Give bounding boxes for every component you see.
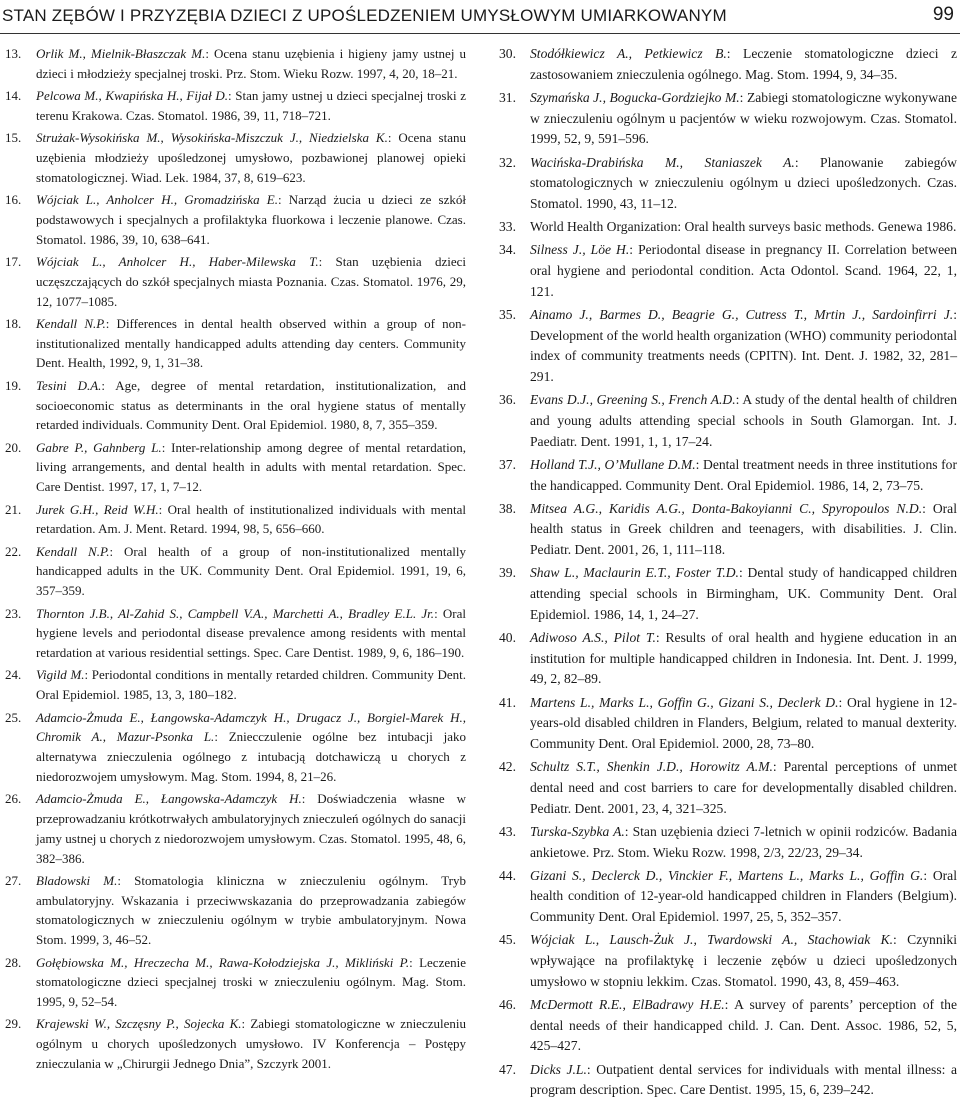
reference-number: 36 . bbox=[499, 390, 516, 411]
reference-item bbox=[0, 871, 466, 950]
reference-authors: Schultz S.T., Shenkin J.D., Horowitz A.M. bbox=[530, 759, 773, 775]
reference-authors: Shaw L., Maclaurin E.T., Foster T.D. bbox=[530, 565, 739, 581]
reference-number: 34 . bbox=[499, 240, 516, 261]
reference-text: : Zabiegi stomatologiczne w znieczuleniu ogólnym u chorych upośledzonych umysłowo. IV Konferencja – Postępy znieczulania w „Chirurgii Jednego Dnia”, Szczyrk 2001. bbox=[36, 1016, 466, 1072]
reference-text: : Narząd żucia u dzieci ze szkół podstawowych i specjalnych a profilaktyka fluorkowa i leczenie planowe. Czas. Stomatol. 1986, 39, 10, 638–641. bbox=[36, 192, 466, 247]
reference-text: : Zniecczulenie ogólne bez intubacji jako alternatywa znieczulenia ogólnego z intubacją dotchawiczą u chorych z niedorozwojem umysłowym. Mag. Stom. 1994, 8, 21–26. bbox=[36, 729, 466, 784]
reference-number: 26 . bbox=[5, 789, 21, 809]
reference-authors: Bladowski M. bbox=[36, 872, 118, 888]
reference-authors: Evans D.J., Greening S., French A.D. bbox=[530, 392, 736, 408]
reference-text: : Stomatologia kliniczna w znieczuleniu ogólnym. Tryb ambulatoryjny. Wskazania i przeciwwskazania do przeprowadzania zabiegów stomatologicznych w znieczuleniu ogólnym w trybie ambulatoryjnym. Nowa Stom. 1999, 3, 46–52. bbox=[36, 872, 467, 948]
reference-text: : Leczenie stomatologiczne dzieci z zastosowaniem znieczulenia ogólnego. Mag. Stom. 1994, 9, 34–35. bbox=[530, 46, 957, 82]
reference-item bbox=[0, 252, 466, 311]
reference-number: 33 . bbox=[499, 217, 516, 238]
references-left-column bbox=[0, 44, 466, 1076]
reference-number: 42 . bbox=[499, 757, 516, 778]
reference-item bbox=[494, 499, 957, 561]
reference-item bbox=[494, 693, 957, 755]
reference-text: : Stan uzębienia dzieci uczęszczających do szkół specjalnych miasta Poznania. Czas. Stomatol. 1976, 29, 12, 1077–1085. bbox=[36, 253, 466, 309]
reference-authors: Dicks J.L. bbox=[530, 1061, 587, 1077]
reference-item bbox=[0, 128, 466, 187]
reference-item bbox=[494, 822, 957, 863]
reference-authors: Tesini D.A. bbox=[36, 377, 102, 393]
reference-text: : Inter-relationship among degree of mental retardation, living arrangements, and dental health in adults with mental retardation. Spec. Care Dentist. 1997, 17, 1, 7–12. bbox=[36, 439, 466, 495]
reference-number: 17 . bbox=[5, 252, 21, 272]
page-number: 99 bbox=[932, 4, 954, 25]
reference-item bbox=[0, 376, 466, 435]
reference-authors: Wacińska-Drabińska M., Staniaszek A. bbox=[530, 154, 795, 170]
reference-number: 20 . bbox=[5, 438, 21, 458]
reference-text: : Oral health status in Greek children and teenagers, with disabilities. J. Clin. Pediatr. Dent. 2001, 26, 1, 111–118. bbox=[530, 500, 957, 558]
reference-text: : A study of the dental health of children and young adults attending special schools in South Glamorgan. Int. J. Paediatr. Dent. 1991, 1, 1, 17–24. bbox=[530, 392, 957, 449]
reference-item bbox=[0, 1014, 466, 1073]
reference-number: 43 . bbox=[499, 822, 516, 843]
reference-number: 21 . bbox=[5, 500, 21, 520]
reference-number: 25 . bbox=[5, 708, 21, 728]
reference-authors: Stodółkiewicz A., Petkiewicz B. bbox=[530, 46, 727, 61]
references-right-column bbox=[494, 44, 957, 1103]
reference-number: 40 . bbox=[499, 628, 516, 649]
reference-item bbox=[494, 305, 957, 388]
reference-authors: Martens L., Marks L., Goffin G., Gizani S., Declerk D. bbox=[530, 694, 839, 710]
reference-text: : Oral health of institutionalized individuals with mental retardation. Am. J. Ment. Retard. 1994, 98, 5, 656–660. bbox=[36, 501, 466, 537]
reference-text: : Czynniki wpływające na profilaktykę i leczenie zębów u dzieci upośledzonych umysłowo w stopniu lekkim. Czas. Stomatol. 1990, 43, 8, 459–463. bbox=[530, 932, 957, 989]
reference-item bbox=[0, 314, 466, 373]
reference-authors: Adamcio-Żmuda E., Łangowska-Adamczyk H., Drugacz J., Borgiel-Marek H., Chromik A., Mazur-Psonka L. bbox=[36, 709, 466, 745]
reference-item bbox=[494, 866, 957, 928]
reference-item bbox=[0, 789, 466, 868]
reference-number: 32 . bbox=[499, 153, 516, 174]
reference-text: : Ocena stanu uzębienia i higieny jamy ustnej u dzieci i młodzieży specjalnej troski. Prz. Stom. Wieku Rozw. 1997, 4, 20, 18–21. bbox=[36, 46, 466, 81]
reference-authors: Gizani S., Declerck D., Vinckier F., Martens L., Marks L., Goffin G. bbox=[530, 867, 924, 883]
reference-authors: Kendall N.P. bbox=[36, 315, 106, 331]
reference-number: 16 . bbox=[5, 190, 21, 210]
reference-number: 27 . bbox=[5, 871, 21, 891]
reference-text: : Oral hygiene in 12-years-old disabled children in Flanders, Belgium, related to manual dexterity. Community Dent. Oral Epidemiol. 2000, 28, 73–80. bbox=[530, 694, 957, 751]
reference-authors: Mitsea A.G., Karidis A.G., Donta-Bakoyianni C., Spyropoulos N.D. bbox=[530, 500, 923, 516]
reference-number: 37 . bbox=[499, 455, 516, 476]
reference-number: 24 . bbox=[5, 665, 21, 685]
reference-item bbox=[494, 455, 957, 496]
reference-text: : Development of the world health organization (WHO) community periodontal index of community treatments needs (CPITN). Int. Dent. J. 1982, 32, 281–291. bbox=[530, 306, 957, 385]
running-header bbox=[0, 0, 960, 34]
reference-item bbox=[494, 240, 957, 302]
reference-authors: Adamcio-Żmuda E., Łangowska-Adamczyk H. bbox=[36, 791, 302, 807]
reference-number: 22 . bbox=[5, 542, 21, 562]
reference-number: 47 . bbox=[499, 1060, 516, 1081]
reference-text: : A survey of parents’ perception of the dental needs of their handicapped child. J. Can. Dent. Assoc. 1986, 52, 5, 425–427. bbox=[530, 996, 957, 1054]
reference-authors: Ainamo J., Barmes D., Beagrie G., Cutress T., Mrtin J., Sardoinfirri J. bbox=[530, 306, 954, 322]
reference-item bbox=[0, 708, 466, 787]
reference-number: 35 . bbox=[499, 305, 516, 326]
running-title: STAN ZĘBÓW I PRZYZĘBIA DZIECI Z UPOŚLEDZENIEM UMYSŁOWYM UMIARKOWANYM bbox=[2, 6, 727, 25]
reference-authors: Wójciak L., Anholcer H., Haber-Milewska T. bbox=[36, 253, 319, 269]
reference-text: : Ocena stanu uzębienia młodzieży upośledzonej umysłowo, pozbawionej planowej opieki stomatologicznej. Wiad. Lek. 1984, 37, 8, 619–623. bbox=[36, 130, 466, 185]
reference-number: 19 . bbox=[5, 376, 21, 396]
reference-text: : Oral health condition of 12-year-old handicapped children in Flanders (Belgium). Community Dent. Oral Epidemiol. 1997, 25, 5, 352–357. bbox=[530, 867, 957, 925]
reference-item bbox=[494, 44, 957, 85]
reference-number: 38 . bbox=[499, 499, 516, 520]
reference-text: : Stan jamy ustnej u dzieci specjalnej troski z terenu Krakowa. Czas. Stomatol. 1986, 39, 11, 718–721. bbox=[36, 88, 466, 123]
reference-item bbox=[494, 757, 957, 819]
reference-item bbox=[494, 563, 957, 625]
reference-text: : Stan uzębienia dzieci 7-letnich w opinii rodziców. Badania ankietowe. Prz. Stom. Wieku Rozw. 1998, 2/3, 22/23, 29–34. bbox=[530, 823, 957, 860]
reference-number: 23 . bbox=[5, 604, 21, 624]
reference-authors: Kendall N.P. bbox=[36, 543, 110, 559]
reference-authors: Turska-Szybka A. bbox=[530, 823, 625, 839]
reference-text: : Zabiegi stomatologiczne wykonywane w znieczuleniu ogólnym u pacjentów w wieku rozwojowym. Czas. Stomatol. 1999, 52, 9, 591–596. bbox=[530, 89, 958, 147]
reference-number: 28 . bbox=[5, 953, 21, 973]
reference-text: : Oral health of a group of non-institutionalized mentally handicapped adults in the UK. Community Dent. Oral Epidemiol. 1991, 19, 6, 357–359. bbox=[36, 543, 466, 599]
reference-text: World Health Organization: Oral health surveys basic methods. Genewa 1986. bbox=[530, 219, 957, 235]
reference-item bbox=[0, 953, 466, 1012]
reference-text: : Planowanie zabiegów stomatologicznych w znieczuleniu ogólnym u dzieci upośledzonych. Czas. Stomatol. 1990, 43, 11–12. bbox=[530, 154, 957, 211]
reference-number: 45 . bbox=[499, 930, 516, 951]
reference-authors: McDermott R.E., ElBadrawy H.E. bbox=[530, 996, 725, 1012]
reference-authors: Pelcowa M., Kwapińska H., Fijał D. bbox=[36, 88, 229, 104]
reference-number: 13 . bbox=[5, 44, 21, 64]
reference-text: : Results of oral health and hygiene education in an institution for multiple handicapped children in Indonesia. Int. Dent. J. 1999, 49, 2, 82–89. bbox=[530, 629, 957, 687]
reference-number: 44 . bbox=[499, 866, 516, 887]
reference-number: 29 . bbox=[5, 1014, 21, 1034]
reference-authors: Wójciak L., Lausch-Żuk J., Twardowski A., Stachowiak K. bbox=[530, 932, 894, 948]
reference-item bbox=[494, 995, 957, 1057]
reference-text: : Dental treatment needs in three institutions for the handicapped. Community Dent. Oral Epidemiol. 1986, 14, 2, 73–75. bbox=[530, 456, 957, 493]
reference-text: : Periodontal conditions in mentally retarded children. Community Dent. Oral Epidemiol. 1985, 13, 3, 180–182. bbox=[36, 667, 466, 703]
reference-item bbox=[0, 190, 466, 249]
reference-item bbox=[494, 390, 957, 452]
reference-item bbox=[494, 217, 957, 238]
reference-authors: Szymańska J., Bogucka-Gordziejko M. bbox=[530, 89, 740, 105]
reference-authors: Wójciak L., Anholcer H., Gromadzińska E. bbox=[36, 192, 278, 208]
reference-number: 30 . bbox=[499, 44, 516, 65]
reference-authors: Jurek G.H., Reid W.H. bbox=[36, 501, 159, 517]
reference-authors: Gołębiowska M., Hreczecha M., Rawa-Kołodziejska J., Mikliński P. bbox=[36, 954, 410, 970]
reference-item bbox=[0, 542, 466, 601]
reference-authors: Krajewski W., Szczęsny P., Sojecka K. bbox=[36, 1016, 242, 1032]
reference-text: : Oral hygiene levels and periodontal disease prevalence among residents with mental retardation at various residential settings. Spec. Care Dentist. 1989, 9, 6, 186–190. bbox=[36, 605, 466, 661]
reference-text: : Age, degree of mental retardation, institutionalization, and socioeconomic status as determinants in the oral hygiene status of mentally retarded individuals. Community Dent. Oral Epidemiol. 1980, 8, 7, 355–359. bbox=[36, 377, 466, 433]
reference-authors: Holland T.J., O’Mullane D.M. bbox=[530, 456, 696, 472]
reference-number: 39 . bbox=[499, 563, 516, 584]
reference-item bbox=[494, 1060, 957, 1101]
reference-text: : Leczenie stomatologiczne dzieci specjalnej troski w znieczuleniu ogólnym. Mag. Stom. 1995, 9, 52–54. bbox=[36, 954, 466, 1010]
reference-item bbox=[0, 500, 466, 540]
reference-authors: Thornton J.B., Al-Zahid S., Campbell V.A., Marchetti A., Bradley E.L. Jr. bbox=[36, 605, 435, 621]
reference-number: 18 . bbox=[5, 314, 21, 334]
reference-item bbox=[494, 930, 957, 992]
reference-item bbox=[494, 153, 957, 215]
reference-number: 14 . bbox=[5, 86, 21, 106]
reference-item bbox=[0, 86, 466, 126]
reference-item bbox=[0, 604, 466, 663]
reference-authors: Gabre P., Gahnberg L. bbox=[36, 439, 162, 455]
reference-authors: Strużak-Wysokińska M., Wysokińska-Miszczuk J., Niedzielska K. bbox=[36, 130, 388, 146]
reference-item bbox=[0, 438, 466, 497]
reference-authors: Orlik M., Mielnik-Błaszczak M. bbox=[36, 46, 206, 61]
reference-item bbox=[0, 665, 466, 705]
reference-authors: Silness J., Löe H. bbox=[530, 242, 630, 258]
reference-text: : Outpatient dental services for individuals with mental illness: a program description. Spec. Care Dentist. 1995, 15, 6, 239–242. bbox=[530, 1061, 958, 1098]
reference-item bbox=[494, 88, 957, 150]
reference-number: 46 . bbox=[499, 995, 516, 1016]
reference-text: : Differences in dental health observed within a group of non-institutionalized mentally handicapped adults attending day centers. Community Dent. Health, 1992, 9, 1, 31–38. bbox=[36, 315, 466, 371]
reference-number: 15 . bbox=[5, 128, 21, 148]
reference-item bbox=[0, 44, 466, 84]
reference-text: : Doświadczenia własne w przeprowadzaniu krótkotrwałych ambulatoryjnych znieczuleń ogólnych do sanacji jamy ustnej u chorych z niedorozwojem umysłowym. Czas. Stomatol. 1995, 48, 6, 382–386. bbox=[36, 791, 467, 866]
reference-authors: Vigild M. bbox=[36, 667, 85, 683]
reference-text: : Parental perceptions of unmet dental need and cost barriers to care for developmentally disabled children. Pediatr. Dent. 2001, 23, 4, 321–325. bbox=[530, 759, 957, 816]
reference-number: 41 . bbox=[499, 693, 516, 714]
reference-text: : Periodontal disease in pregnancy II. Correlation between oral hygiene and periodontal condition. Acta Odontol. Scand. 1964, 22, 1, 121. bbox=[530, 242, 957, 299]
reference-item bbox=[494, 628, 957, 690]
reference-text: : Dental study of handicapped children attending special schools in Birmingham, UK. Community Dent. Oral Epidemiol. 1986, 14, 1, 24–27. bbox=[530, 565, 958, 622]
reference-number: 31 . bbox=[499, 88, 516, 109]
reference-authors: Adiwoso A.S., Pilot T. bbox=[530, 629, 656, 645]
